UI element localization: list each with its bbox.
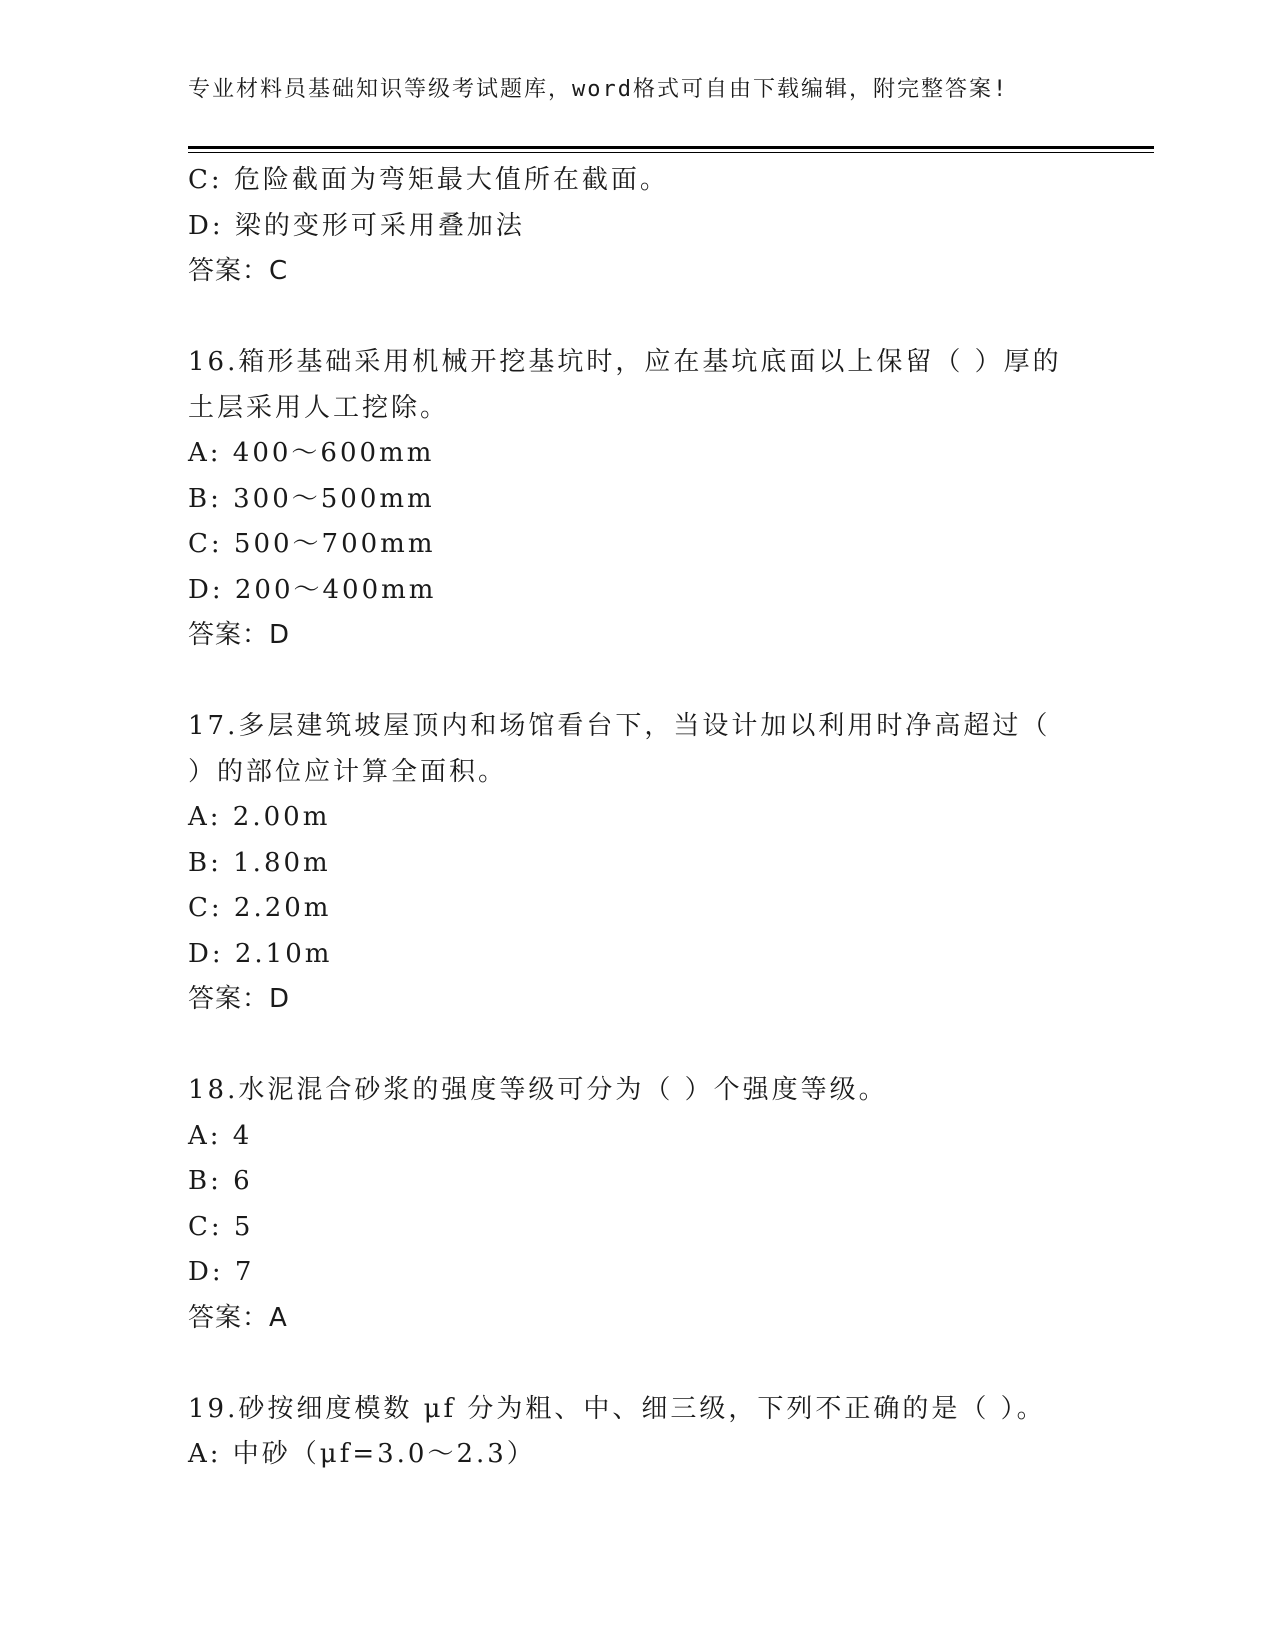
spacer <box>188 659 1088 705</box>
header-rule-thin <box>188 152 1154 153</box>
option-b: B: 1.80m <box>188 847 331 878</box>
option-a: A: 中砂（μf=3.0～2.3） <box>188 1439 536 1469</box>
question-18-line-1: 18.水泥混合砂浆的强度等级可分为（ ）个强度等级。 <box>188 1075 888 1105</box>
option-c: C: 500～700mm <box>188 529 436 559</box>
option-a: A: 2.00m <box>188 802 331 832</box>
answer-line: 答案：A <box>188 1302 288 1333</box>
page-header: 专业材料员基础知识等级考试题库，word格式可自由下载编辑，附完整答案! <box>188 77 1009 102</box>
option-b: B: 300～500mm <box>188 483 435 514</box>
option-d: D: 梁的变形可采用叠加法 <box>188 210 525 241</box>
document-body <box>188 158 1088 1478</box>
spacer <box>188 295 1088 341</box>
option-c: C: 2.20m <box>188 893 332 923</box>
question-17-line-2: ）的部位应计算全面积。 <box>188 756 508 787</box>
question-16-line-1: 16.箱形基础采用机械开挖基坑时，应在基坑底面以上保留（ ）厚的 <box>188 347 1062 377</box>
question-17-line-1: 17.多层建筑坡屋顶内和场馆看台下，当设计加以利用时净高超过（ <box>188 711 1051 741</box>
option-a: A: 4 <box>188 1120 253 1151</box>
option-a: A: 400～600mm <box>188 438 435 468</box>
question-19-line-1: 19.砂按细度模数 μf 分为粗、中、细三级，下列不正确的是（ ）。 <box>188 1393 1046 1424</box>
option-d: D: 200～400mm <box>188 574 437 605</box>
spacer <box>188 1341 1088 1387</box>
option-d: D: 7 <box>188 1257 255 1287</box>
answer-line: 答案：D <box>188 984 291 1014</box>
answer-line: 答案：D <box>188 620 291 650</box>
option-c: C: 5 <box>188 1211 254 1242</box>
question-16-line-2: 土层采用人工挖除。 <box>188 392 450 423</box>
header-rule-thick <box>188 146 1154 149</box>
spacer <box>188 1023 1088 1069</box>
option-b: B: 6 <box>188 1166 253 1196</box>
answer-line: 答案：C <box>188 256 289 286</box>
option-d: D: 2.10m <box>188 938 333 969</box>
option-c: C: 危险截面为弯矩最大值所在截面。 <box>188 165 669 195</box>
